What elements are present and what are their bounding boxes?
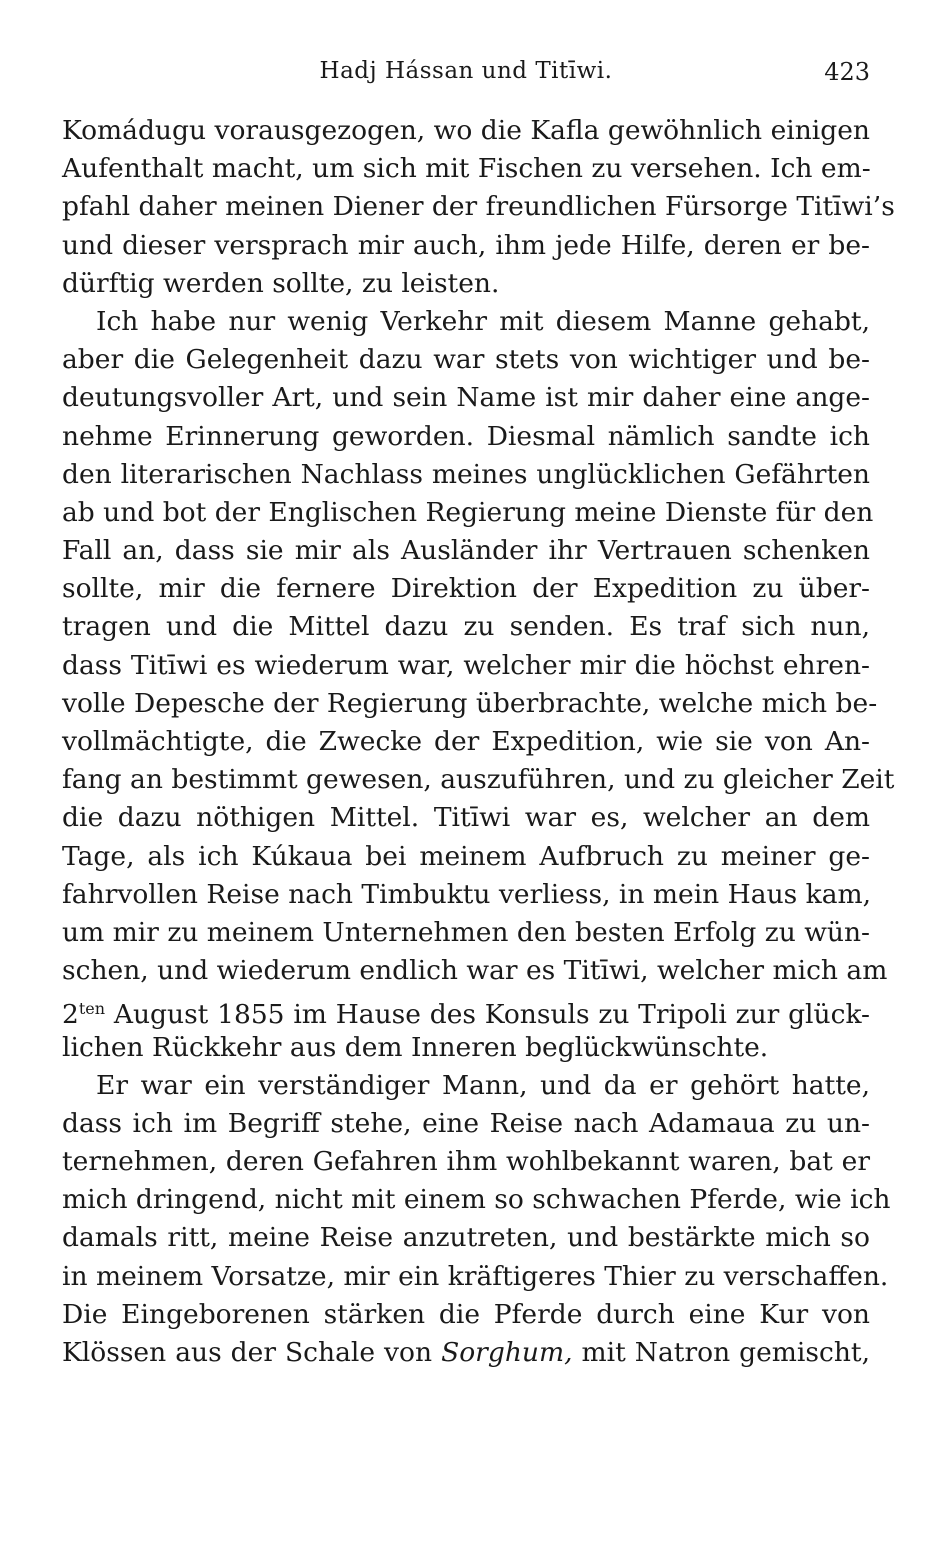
text-line: sollte, mir die fernere Direktion der Expedition zu über- <box>62 573 870 605</box>
text-line: den literarischen Nachlass meines unglücklichen Gefährten <box>62 458 870 490</box>
text-line: fang an bestimmt gewesen, auszuführen, und zu gleicher Zeit <box>62 764 895 796</box>
text-line: dürftig werden sollte, zu leisten. <box>62 267 500 299</box>
text-segment: August 1855 im Hause des Konsuls zu Tripoli zur glück- <box>105 999 870 1031</box>
text-line: Fall an, dass sie mir als Ausländer ihr Vertrauen schenken <box>62 535 870 567</box>
paragraph-1 <box>62 112 895 303</box>
page-number: 423 <box>824 58 870 86</box>
text-line: ternehmen, deren Gefahren ihm wohlbekannt waren, bat er <box>62 1146 870 1178</box>
text-segment: Klössen aus der Schale von <box>62 1337 442 1368</box>
text-line: damals ritt, meine Reise anzutreten, und bestärkte mich so <box>62 1222 870 1254</box>
text-line: Tage, als ich Kúkaua bei meinem Aufbruch zu meiner ge- <box>62 840 870 872</box>
text-line: vollmächtigte, die Zwecke der Expedition, wie sie von An- <box>62 726 870 757</box>
text-line: um mir zu meinem Unternehmen den besten Erfolg zu wün- <box>62 916 870 948</box>
text-line: deutungsvoller Art, und sein Name ist mir daher eine ange- <box>62 382 870 414</box>
text-line <box>62 990 870 1031</box>
text-line: fahrvollen Reise nach Timbuktu verliess, in mein Haus kam, <box>62 878 872 910</box>
date-superscript: ten <box>78 999 106 1019</box>
text-line: mich dringend, nicht mit einem so schwachen Pferde, wie ich <box>62 1184 891 1216</box>
date-day: 2 <box>62 999 79 1031</box>
paragraph-3 <box>62 1067 891 1373</box>
text-line: schen, und wiederum endlich war es Titīwi, welcher mich am <box>62 955 888 987</box>
text-line: Komádugu vorausgezogen, wo die Kafla gewöhnlich einigen <box>62 115 870 146</box>
text-line: Ich habe nur wenig Verkehr mit diesem Manne gehabt, <box>96 305 870 337</box>
text-line: volle Depesche der Regierung überbrachte, welche mich be- <box>62 687 878 719</box>
text-line: Die Eingeborenen stärken die Pferde durch eine Kur von <box>62 1298 870 1330</box>
text-line: Er war ein verständiger Mann, und da er gehört hatte, <box>96 1069 870 1101</box>
text-line: aber die Gelegenheit dazu war stets von wichtiger und be- <box>62 344 870 376</box>
text-line: tragen und die Mittel dazu zu senden. Es traf sich nun, <box>62 611 870 643</box>
text-line: Aufenthalt macht, um sich mit Fischen zu versehen. Ich em- <box>62 153 871 185</box>
text-line: dass ich im Begriff stehe, eine Reise nach Adamaua zu un- <box>62 1107 870 1139</box>
text-line: ab und bot der Englischen Regierung meine Dienste für den <box>62 496 874 528</box>
text-line: pfahl daher meinen Diener der freundlichen Fürsorge Titīwi’s <box>62 191 895 223</box>
italic-term: Sorghum, <box>441 1337 573 1368</box>
text-line <box>62 1334 870 1372</box>
text-line: nehme Erinnerung geworden. Diesmal nämlich sandte ich <box>62 420 870 452</box>
page-header <box>62 58 870 94</box>
running-title: Hadj Hássan und Titīwi. <box>319 58 613 84</box>
text-line: lichen Rückkehr aus dem Inneren beglückwünschte. <box>62 1031 769 1063</box>
paragraph-2 <box>62 303 895 1067</box>
text-line: dass Titīwi es wiederum war, welcher mir die höchst ehren- <box>62 649 870 681</box>
text-segment: mit Natron gemischt, <box>572 1337 870 1368</box>
page-body <box>62 112 895 1372</box>
text-line: die dazu nöthigen Mittel. Titīwi war es, welcher an dem <box>62 802 870 834</box>
text-line: in meinem Vorsatze, mir ein kräftigeres Thier zu verschaffen. <box>62 1260 889 1292</box>
text-line: und dieser versprach mir auch, ihm jede Hilfe, deren er be- <box>62 229 870 261</box>
